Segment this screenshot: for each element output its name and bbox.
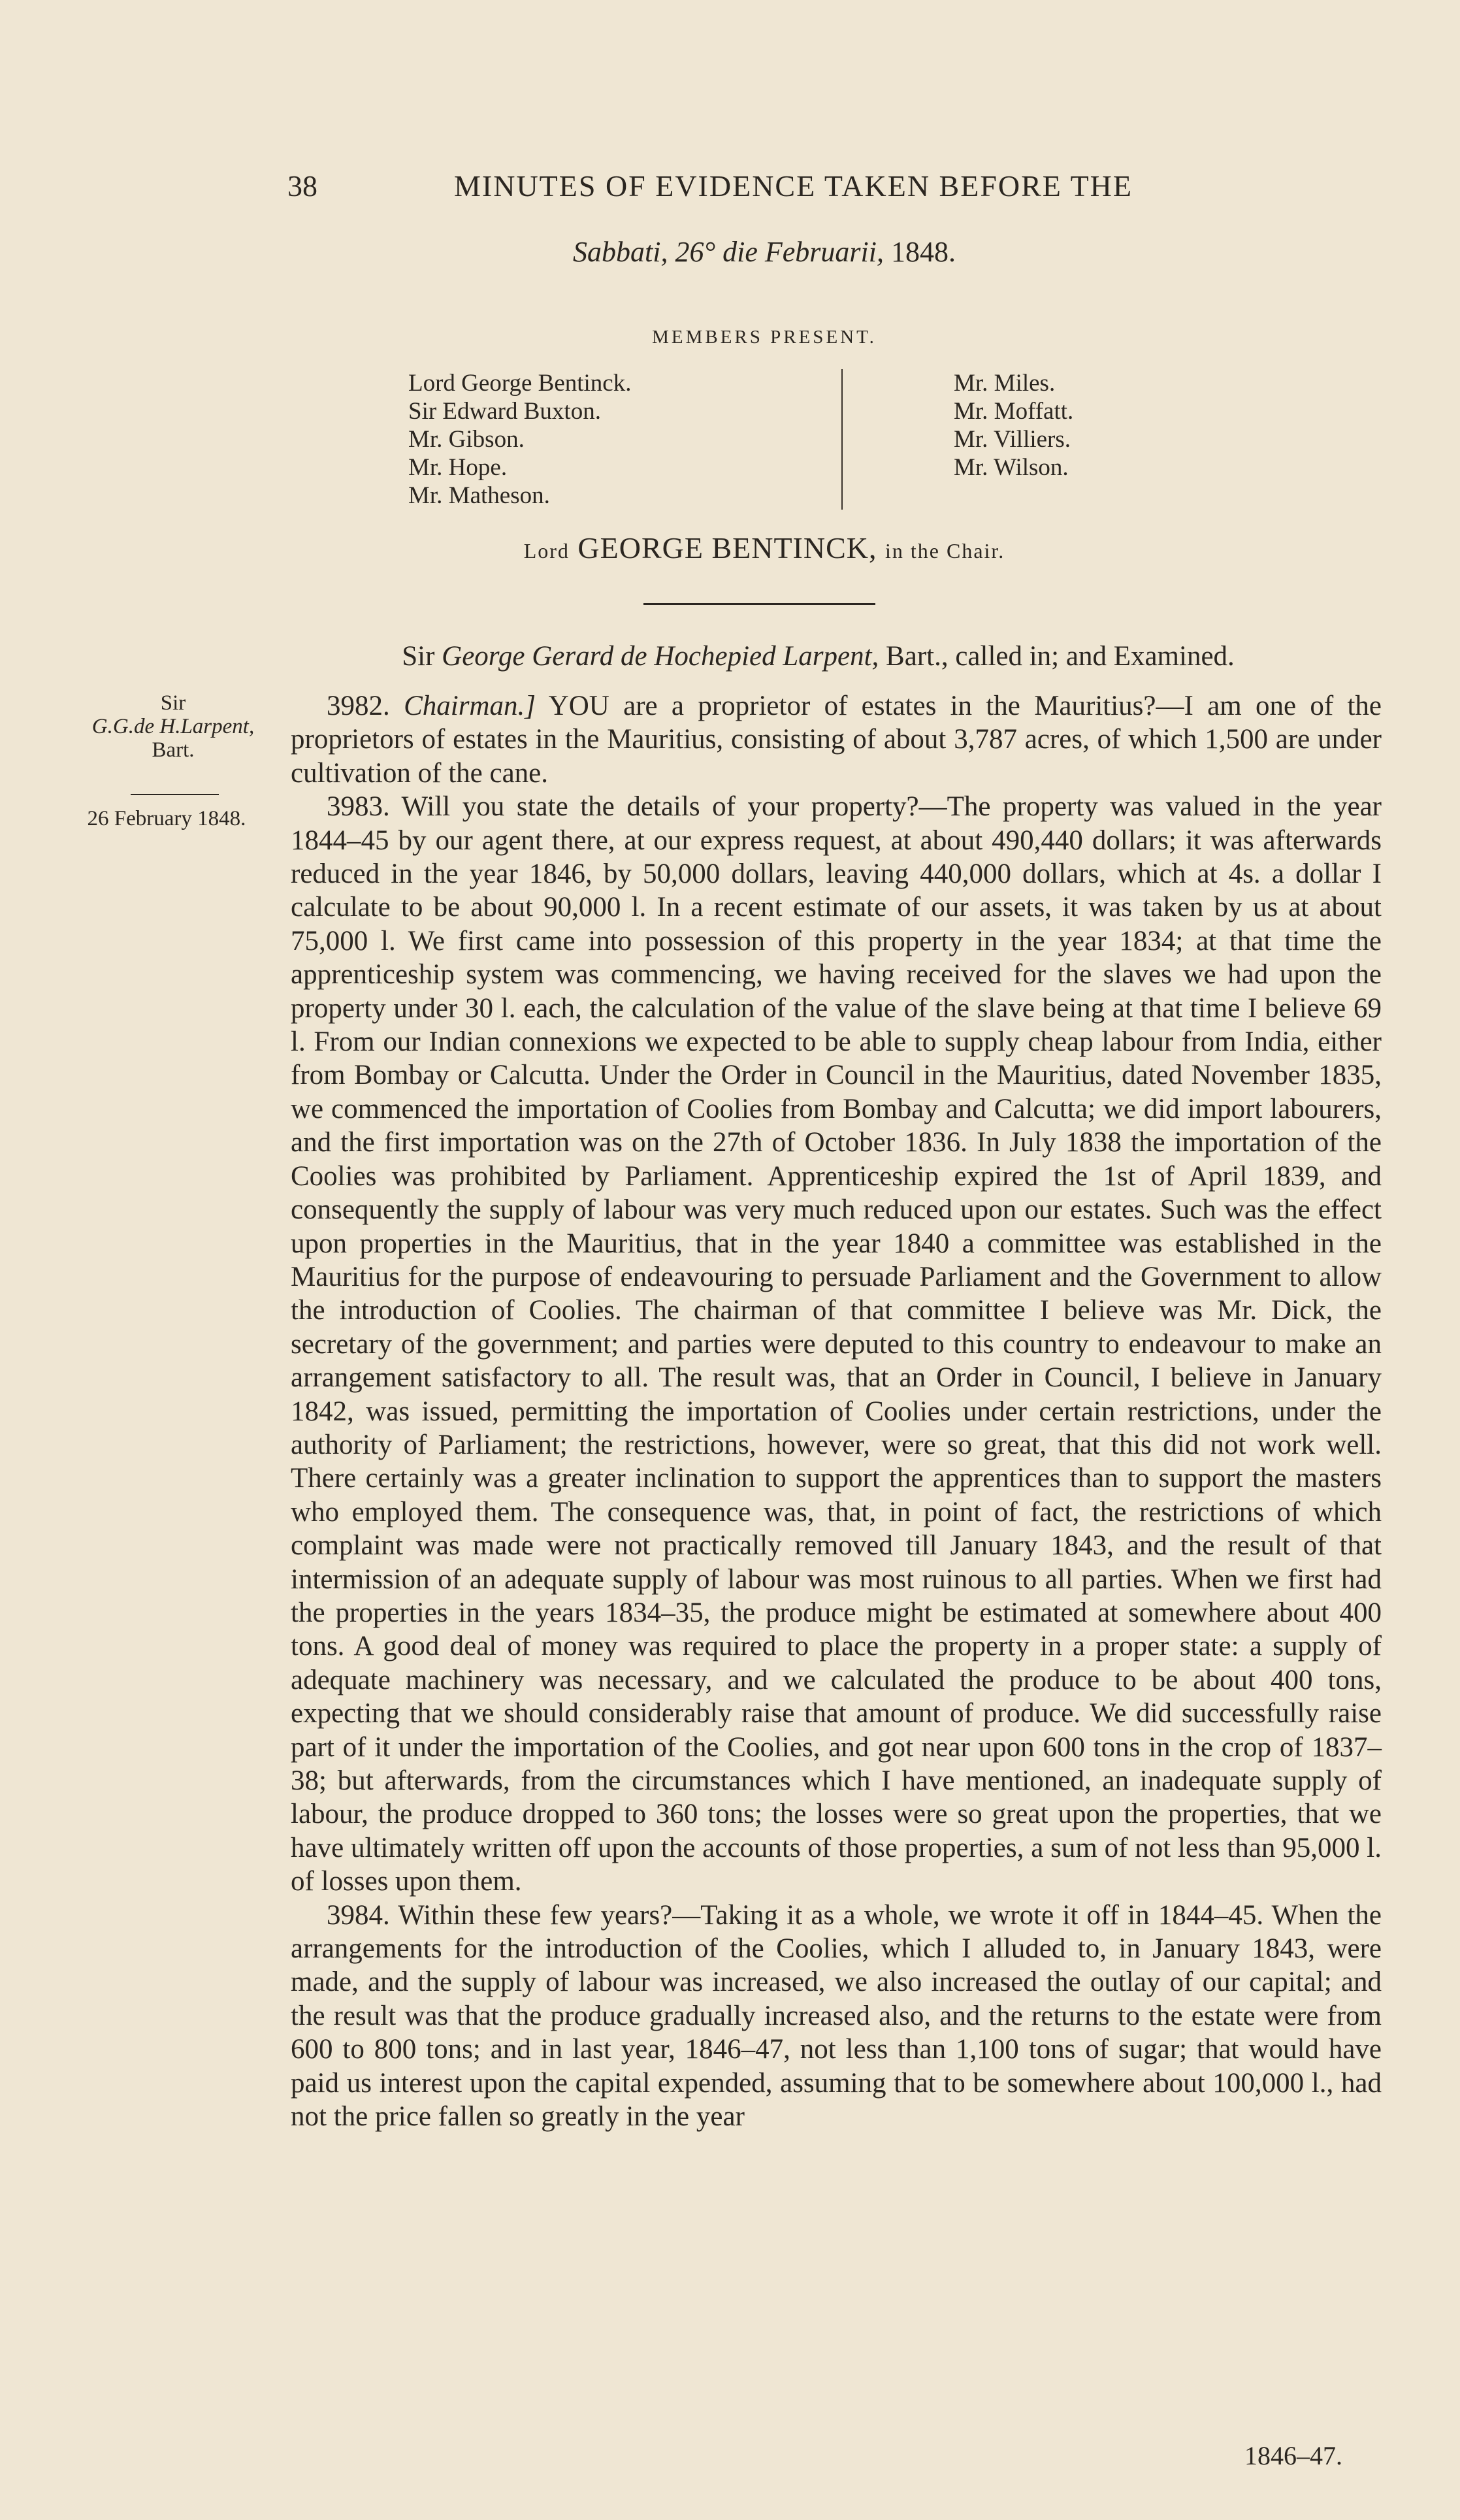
question-3982: [291, 689, 1382, 790]
member: Mr. Gibson.: [408, 426, 525, 453]
member: Mr. Miles.: [954, 370, 1056, 397]
evidence-body: [291, 689, 1382, 2133]
margin-witness-name: G.G.de H.Larpent,: [91, 715, 255, 738]
question-text: Within these few years?—Taking it as a whole, we wrote it off in 1844–45. When the arrangements for the introduction of the Coolies, which I alluded to, in January 1843, were made, and the supply of labour was increased, we also increased the outlay of our capital; and the result was that the produce gradually increased also, and the returns to the estate were from 600 to 800 tons; and in last year, 1846–47, not less than 1,100 tons of sugar; that would have paid us interest upon the capital expended, assuming that to be somewhere about 100,000 l., had not the price fallen so greatly in the year: [291, 1899, 1382, 2133]
question-number: 3984.: [327, 1899, 390, 1931]
session-year: 1848.: [890, 236, 956, 268]
page-number: 38: [287, 169, 317, 203]
member: Mr. Matheson.: [408, 482, 550, 509]
members-left-column: [408, 369, 748, 510]
chair-title: Lord: [523, 539, 570, 563]
question-speaker: Chairman.]: [404, 691, 536, 721]
chair-line: [291, 531, 1238, 565]
member: Lord George Bentinck.: [408, 370, 632, 397]
members-list: [291, 369, 1238, 516]
witness-prefix: Sir: [402, 641, 435, 672]
member: Mr. Wilson.: [954, 454, 1069, 481]
catchword: 1846–47.: [1244, 2441, 1342, 2470]
margin-date: 26 February 1848.: [87, 807, 246, 830]
chair-name: GEORGE BENTINCK,: [577, 531, 877, 565]
witness-name: George Gerard de Hochepied Larpent,: [442, 641, 879, 672]
section-rule: [643, 603, 875, 605]
members-right-column: [954, 369, 1202, 482]
question-3983: [291, 790, 1382, 1898]
members-heading: MEMBERS PRESENT.: [652, 327, 877, 348]
margin-note: [65, 691, 281, 762]
question-text: Will you state the details of your property?—The property was valued in the year 1844–45 by our agent there, at our express request, at about 490,440 dollars; it was afterwards reduced in the year 1846, by 50,000 dollars, leaving 440,000 dollars, which at 4s. a dollar I calculate to be about 90,000 l. In a recent estimate of our assets, it was taken by us at about 75,000 l. We first came into possession of this property in the year 1834; at that time the apprenticeship system was commencing, we having received for the slaves we had upon the property under 30 l. each, the calculation of the value of the slave being at that time I believe 69 l. From our Indian connexions we expected to be able to supply cheap labour from India, either from Bombay or Calcutta. Under the Order in Council in the Mauritius, dated November 1835, we commenced the importation of Coolies from Bombay and Calcutta; we did import labourers, and the first importation was on the 27th of October 1836. In July 1838 the importation of the Coolies was prohibited by Parliament. Apprenticeship expired the 1st of April 1839, and consequently the supply of labour was very much reduced upon our estates. Such was the effect upon properties in the Mauritius, that in the year 1840 a committee was established in the Mauritius for the purpose of endeavouring to persuade Parliament and the Government to allow the introduction of Coolies. The chairman of that committee I believe was Mr. Dick, the secretary of the government; and parties were deputed to this country to endeavour to make an arrangement satisfactory to all. The result was, that an Order in Council, I believe in January 1842, was issued, permitting the importation of Coolies under certain restrictions, under the authority of Parliament; the restrictions, however, were so great, that this did not work well. There certainly was a greater inclination to support the apprentices than to support the masters who employed them. The consequence was, that, in point of fact, the restrictions of which complaint was made were not practically removed till January 1843, and the result of that intermission of an adequate supply of labour was most ruinous to all parties. When we first had the properties in the years 1834–35, the produce might be estimated at somewhere about 400 tons. A good deal of money was required to place the property in a proper state: a supply of adequate machinery was necessary, and we calculated the produce to be about 400 tons, expecting that we should considerably raise that amount of produce. We did successfully raise part of it under the importation of the Coolies, and got near upon 600 tons in the crop of 1837–38; but afterwards, from the circumstances which I have mentioned, an inadequate supply of labour, the produce dropped to 360 tons; the losses were so great upon the properties, that we have ultimately written off upon the accounts of those properties, a sum of not less than 95,000 l. of losses upon them.: [291, 791, 1382, 1897]
margin-rank: Bart.: [152, 738, 195, 762]
member: Mr. Villiers.: [954, 426, 1071, 453]
session-date: [291, 235, 1238, 269]
session-date-text: Sabbati, 26° die Februarii,: [573, 236, 884, 268]
question-number: 3982.: [327, 691, 390, 721]
page-header: [287, 169, 1235, 214]
member: Sir Edward Buxton.: [408, 398, 601, 425]
chair-suffix: in the Chair.: [884, 539, 1005, 563]
running-head: MINUTES OF EVIDENCE TAKEN BEFORE THE: [454, 169, 1133, 203]
members-divider: [841, 369, 843, 510]
member: Mr. Moffatt.: [954, 398, 1074, 425]
margin-rule: [131, 794, 219, 795]
question-3984: [291, 1899, 1382, 2134]
witness-suffix: Bart., called in; and Examined.: [886, 641, 1235, 672]
margin-title: Sir: [160, 691, 186, 715]
member: Mr. Hope.: [408, 454, 508, 481]
question-number: 3983.: [327, 791, 390, 823]
witness-line: [291, 640, 1346, 672]
question-text: YOU are a proprietor of estates in the Mauritius?—I am one of the proprietors of estates in the Mauritius, consisting of about 3,787 acres, of which 1,500 are under cultivation of the cane.: [291, 691, 1382, 789]
